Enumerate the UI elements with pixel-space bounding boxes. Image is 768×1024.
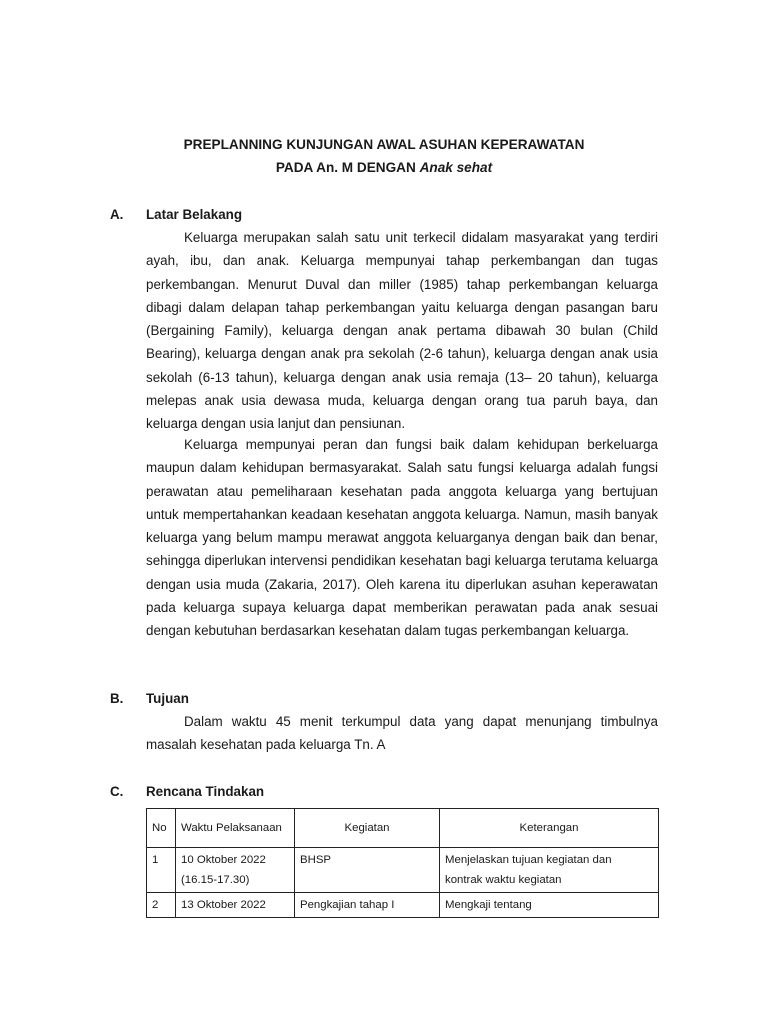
section-b-letter: B. [110, 691, 124, 706]
cell-no: 2 [147, 893, 176, 918]
section-b-paragraph [146, 710, 658, 757]
waktu-date: 10 Oktober 2022 [181, 854, 266, 866]
section-a-letter: A. [110, 207, 124, 222]
subtitle-plain: PADA An. M DENGAN [275, 160, 420, 175]
document-title: PREPLANNING KUNJUNGAN AWAL ASUHAN KEPERAWATAN [183, 137, 585, 152]
rencana-tindakan-table [146, 808, 659, 918]
table-row [147, 893, 659, 918]
section-a-heading: Latar Belakang [146, 207, 243, 222]
section-c-heading: Rencana Tindakan [146, 784, 265, 799]
document-subtitle [0, 160, 768, 175]
col-header-waktu: Waktu Pelaksanaan [176, 809, 295, 848]
col-header-kegiatan: Kegiatan [295, 809, 440, 848]
waktu-date: 13 Oktober 2022 [181, 899, 266, 911]
cell-waktu [176, 893, 295, 918]
cell-kegiatan: BHSP [295, 848, 440, 893]
section-b-heading: Tujuan [146, 691, 189, 706]
waktu-time: (16.15-17.30) [181, 874, 250, 886]
paragraph-text: Dalam waktu 45 menit terkumpul data yang dapat menunjang timbulnya masalah kesehatan pada keluarga Tn. A [146, 714, 658, 753]
keterangan-line: kontrak waktu kegiatan [445, 874, 562, 886]
table-row [147, 848, 659, 893]
section-a-paragraph-2 [146, 433, 658, 643]
cell-no: 1 [147, 848, 176, 893]
cell-waktu [176, 848, 295, 893]
keterangan-line: Mengkaji tentang [445, 899, 532, 911]
paragraph-text: Keluarga merupakan salah satu unit terkecil didalam masyarakat yang terdiri ayah, ibu, dan anak. Keluarga mempunyai tahap perkembangan dan tugas perkembangan. Menurut Duval dan miller (1985) tahap perkembangan keluarga dibagi dalam delapan tahap perkembangan yaitu keluarga dengan pasangan baru (Bergaining Family), keluarga dengan anak pertama dibawah 30 bulan (Child Bearing), keluarga dengan anak pra sekolah (2-6 tahun), keluarga dengan anak usia sekolah (6-13 tahun), keluarga dengan anak usia remaja (13– 20 tahun), keluarga melepas anak usia dewasa muda, keluarga dengan orang tua paruh baya, dan keluarga dengan usia lanjut dan pensiunan. [146, 230, 658, 432]
paragraph-text: Keluarga mempunyai peran dan fungsi baik dalam kehidupan berkeluarga maupun dalam kehidupan bermasyarakat. Salah satu fungsi keluarga adalah fungsi perawatan atau pemeliharaan kesehatan pada anggota keluarga yang bertujuan untuk mempertahankan keadaan kesehatan anggota keluarga. Namun, masih banyak keluarga yang belum mampu merawat anggota keluarganya dengan baik dan benar, sehingga diperlukan intervensi pendidikan kesehatan bagi keluarga terutama keluarga dengan usia muda (Zakaria, 2017). Oleh karena itu diperlukan asuhan keperawatan pada keluarga supaya keluarga dapat memberikan perawatan pada anak sesuai dengan kebutuhan berdasarkan kesehatan dalam tugas perkembangan keluarga. [146, 437, 658, 639]
table-header-row [147, 809, 659, 848]
col-header-keterangan: Keterangan [440, 809, 659, 848]
cell-keterangan [440, 893, 659, 918]
subtitle-italic: Anak sehat [419, 160, 493, 175]
keterangan-line: Menjelaskan tujuan kegiatan dan [445, 854, 612, 866]
cell-kegiatan: Pengkajian tahap I [295, 893, 440, 918]
section-c-letter: C. [110, 784, 124, 799]
cell-keterangan [440, 848, 659, 893]
section-a-paragraph-1 [146, 226, 658, 436]
col-header-no: No [147, 809, 176, 848]
